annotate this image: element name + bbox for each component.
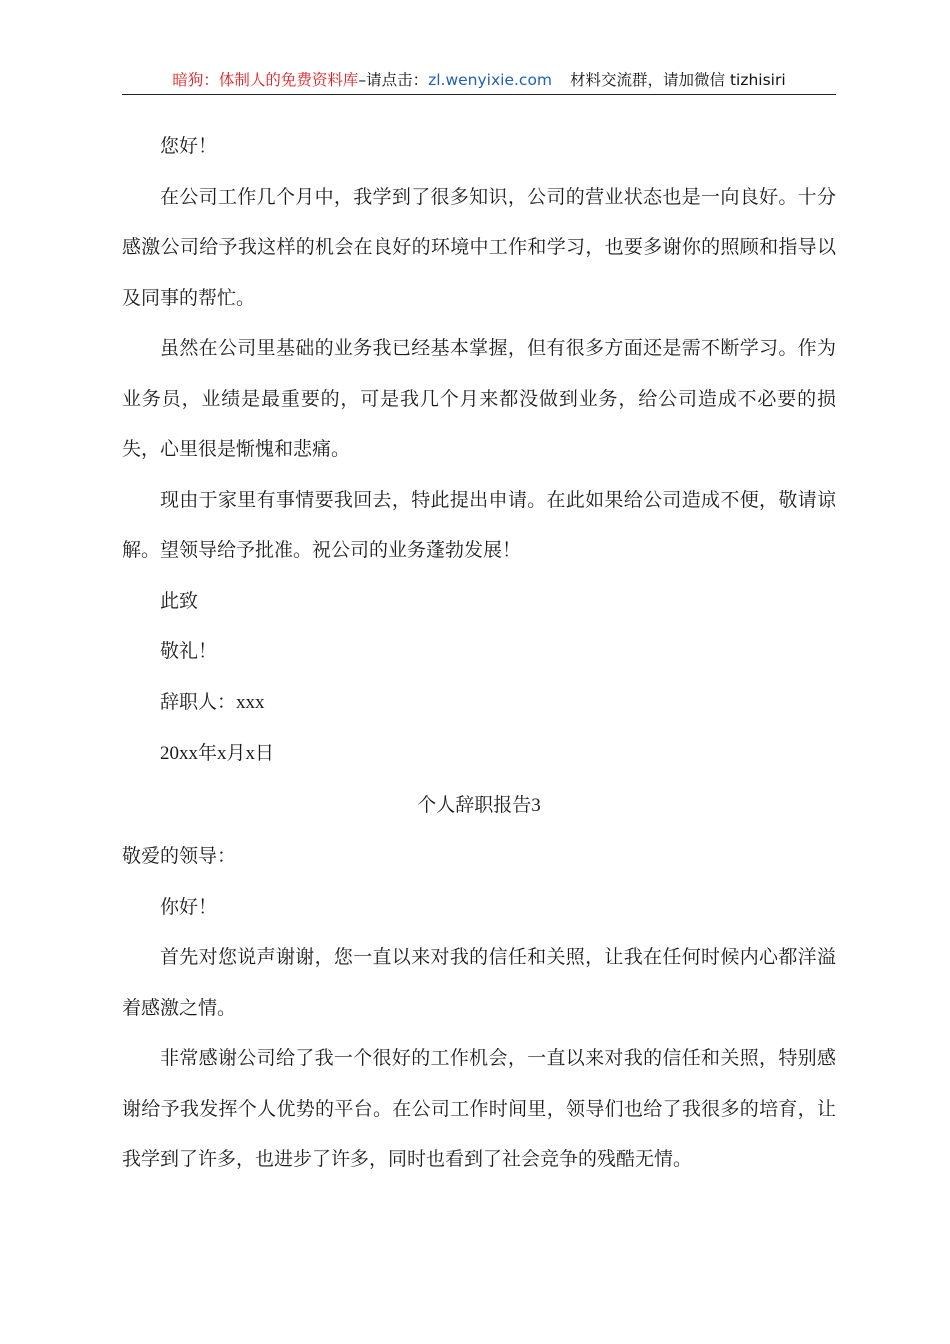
letter2-closing: 此致 (160, 589, 199, 612)
page-header (122, 66, 836, 95)
letter3-paragraph: 首先对您说声谢谢，您一直以来对我的信任和关照，让我在任何时候内心都洋溢着感激之情。 (122, 946, 836, 1019)
header-brand: 暗狗：体制人的免费资料库 (172, 71, 359, 89)
signer-name: xxx (236, 691, 265, 713)
letter2-signer (122, 677, 836, 729)
letter2-date (122, 728, 836, 780)
letter3-salutation: 敬爱的领导： (122, 845, 237, 867)
letter2-paragraph: 在公司工作几个月中，我学到了很多知识，公司的营业状态也是一向良好。十分感激公司给予我这样的机会在良好的环境中工作和学习，也要多谢你的照顾和指导以及同事的帮忙。 (122, 185, 836, 309)
date-day: x (245, 743, 256, 764)
header-link[interactable]: zl.wenyixie.com (428, 71, 553, 89)
header-prompt: –请点击： (358, 71, 429, 89)
letter3-paragraph: 非常感谢公司给了我一个很好的工作机会，一直以来对我的信任和关照，特别感谢给予我发挥个人优势的平台。在公司工作时间里，领导们也给了我很多的培育，让我学到了许多，也进步了许多，同时也看到了社会竞争的残酷无情。 (122, 1047, 836, 1170)
letter3-title-text: 个人辞职报告 (417, 793, 532, 816)
date-month: x (217, 743, 227, 764)
letter3-greeting: 你好！ (160, 895, 218, 918)
date-year: 20xx (160, 743, 198, 764)
date-month-unit: 月 (226, 742, 246, 764)
letter2-salute: 敬礼！ (160, 640, 218, 662)
letter3-title (122, 780, 836, 832)
letter2-paragraph: 虽然在公司里基础的业务我已经基本掌握，但有很多方面还是需不断学习。作为业务员，业绩是最重要的，可是我几个月来都没做到业务，给公司造成不必要的损失，心里很是惭愧和悲痛。 (122, 337, 836, 460)
header-contact: 材料交流群，请加微信 tizhisiri (570, 71, 786, 89)
letter3-title-number: 3 (531, 794, 541, 816)
letter2-paragraph: 现由于家里有事情要我回去，特此提出申请。在此如果给公司造成不便，敬请谅解。望领导给予批准。祝公司的业务蓬勃发展！ (122, 488, 836, 561)
letter2-greeting: 您好！ (160, 135, 218, 157)
document-body (122, 121, 836, 1185)
date-year-unit: 年 (198, 742, 218, 764)
date-day-unit: 日 (255, 742, 275, 764)
signer-label: 辞职人： (160, 690, 237, 713)
